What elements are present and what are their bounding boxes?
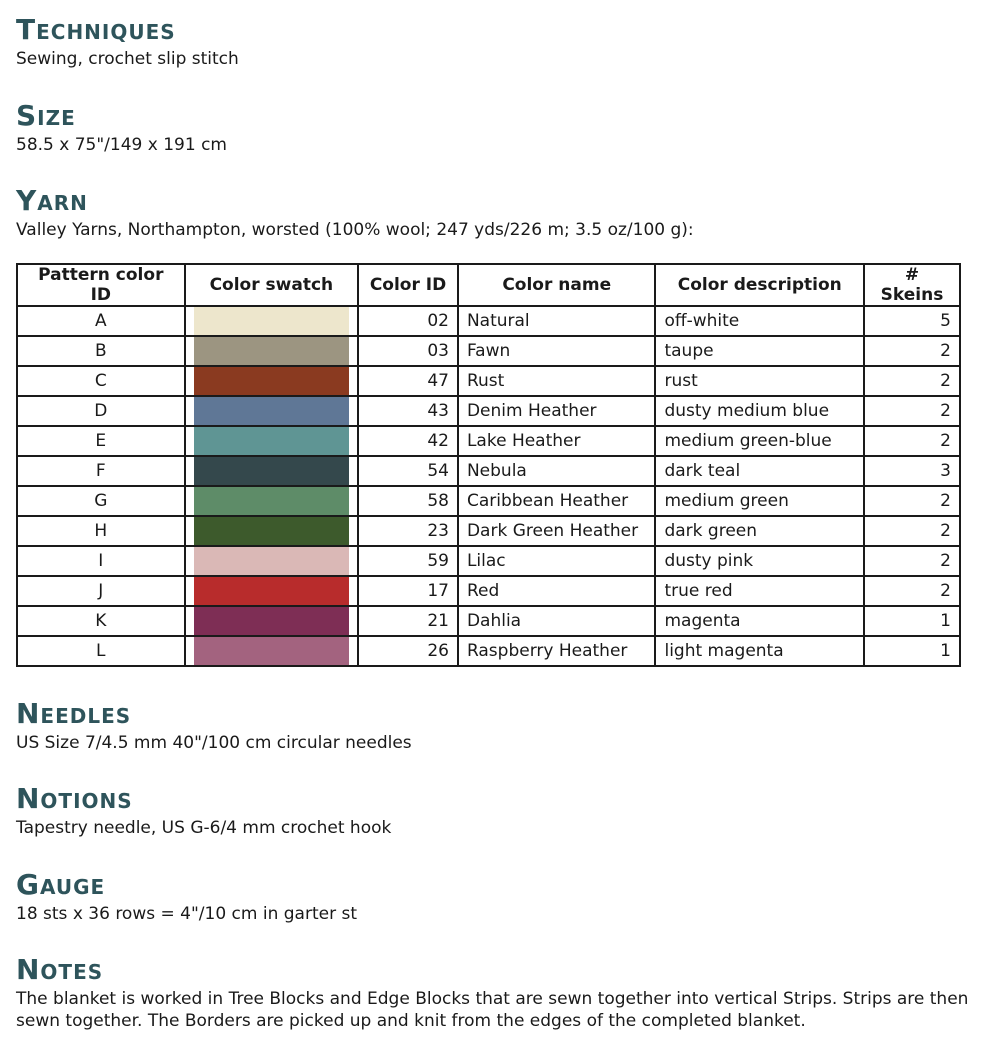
pattern-color-id: D — [17, 396, 185, 426]
pattern-color-id: H — [17, 516, 185, 546]
color-id: 43 — [358, 396, 458, 426]
color-swatch — [194, 607, 350, 635]
color-id: 26 — [358, 636, 458, 666]
color-swatch — [194, 637, 350, 665]
color-name: Raspberry Heather — [458, 636, 656, 666]
color-swatch-cell — [185, 336, 359, 366]
size-section — [16, 98, 227, 156]
color-swatch-cell — [185, 456, 359, 486]
yarn-text: Valley Yarns, Northampton, worsted (100% wool; 247 yds/226 m; 3.5 oz/100 g): — [16, 220, 694, 240]
color-name: Denim Heather — [458, 396, 656, 426]
skein-count: 2 — [864, 546, 960, 576]
notions-heading: Notions — [16, 782, 133, 815]
table-row — [17, 426, 960, 456]
table-row — [17, 396, 960, 426]
notes-section — [16, 952, 981, 1032]
table-row — [17, 306, 960, 336]
color-description: dusty pink — [655, 546, 864, 576]
color-name: Lake Heather — [458, 426, 656, 456]
skein-count: 5 — [864, 306, 960, 336]
color-swatch-cell — [185, 606, 359, 636]
skein-count: 2 — [864, 336, 960, 366]
color-id: 59 — [358, 546, 458, 576]
pattern-color-id: J — [17, 576, 185, 606]
color-swatch-cell — [185, 486, 359, 516]
color-description: rust — [655, 366, 864, 396]
yarn-color-table — [16, 263, 961, 667]
needles-heading: Needles — [16, 697, 132, 730]
table-row — [17, 456, 960, 486]
needles-section — [16, 696, 412, 754]
color-swatch — [194, 337, 350, 365]
color-id: 23 — [358, 516, 458, 546]
skein-count: 2 — [864, 576, 960, 606]
color-description: true red — [655, 576, 864, 606]
color-swatch — [194, 367, 350, 395]
color-id: 02 — [358, 306, 458, 336]
skein-count: 2 — [864, 396, 960, 426]
skein-count: 2 — [864, 516, 960, 546]
color-swatch — [194, 397, 350, 425]
color-name: Natural — [458, 306, 656, 336]
skein-count: 3 — [864, 456, 960, 486]
color-swatch — [194, 427, 350, 455]
color-swatch — [194, 487, 350, 515]
skein-count: 2 — [864, 486, 960, 516]
pattern-color-id: G — [17, 486, 185, 516]
color-swatch — [194, 547, 350, 575]
table-row — [17, 336, 960, 366]
color-swatch-cell — [185, 366, 359, 396]
pattern-color-id: K — [17, 606, 185, 636]
needles-text: US Size 7/4.5 mm 40"/100 cm circular needles — [16, 733, 412, 753]
pattern-color-id: B — [17, 336, 185, 366]
gauge-text: 18 sts x 36 rows = 4"/10 cm in garter st — [16, 904, 357, 924]
size-text: 58.5 x 75"/149 x 191 cm — [16, 135, 227, 155]
color-swatch — [194, 307, 350, 335]
table-row — [17, 576, 960, 606]
color-name: Caribbean Heather — [458, 486, 656, 516]
table-row — [17, 366, 960, 396]
color-name: Fawn — [458, 336, 656, 366]
header-color-swatch: Color swatch — [185, 264, 359, 306]
skein-count: 2 — [864, 366, 960, 396]
table-header-row — [17, 264, 960, 306]
color-swatch — [194, 577, 350, 605]
color-description: dark green — [655, 516, 864, 546]
yarn-heading: Yarn — [16, 184, 88, 217]
color-description: off-white — [655, 306, 864, 336]
color-name: Dark Green Heather — [458, 516, 656, 546]
color-name: Dahlia — [458, 606, 656, 636]
gauge-heading: Gauge — [16, 868, 106, 901]
notions-text: Tapestry needle, US G-6/4 mm crochet hook — [16, 818, 392, 838]
color-description: magenta — [655, 606, 864, 636]
yarn-table-body — [17, 306, 960, 666]
pattern-color-id: L — [17, 636, 185, 666]
color-description: medium green — [655, 486, 864, 516]
header-skeins: # Skeins — [864, 264, 960, 306]
table-row — [17, 486, 960, 516]
color-id: 58 — [358, 486, 458, 516]
techniques-section — [16, 12, 239, 70]
table-row — [17, 636, 960, 666]
color-swatch-cell — [185, 636, 359, 666]
color-name: Nebula — [458, 456, 656, 486]
techniques-heading: Techniques — [16, 13, 176, 46]
color-swatch-cell — [185, 576, 359, 606]
header-color-description: Color description — [655, 264, 864, 306]
color-id: 47 — [358, 366, 458, 396]
color-description: dusty medium blue — [655, 396, 864, 426]
header-color-id: Color ID — [358, 264, 458, 306]
yarn-section — [16, 183, 694, 241]
notes-text: The blanket is worked in Tree Blocks and Edge Blocks that are sewn together into vertical Strips. Strips are then sewn together. The Borders are picked up and knit from the edges of the completed blanket. — [16, 989, 969, 1031]
color-description: light magenta — [655, 636, 864, 666]
pattern-color-id: E — [17, 426, 185, 456]
pattern-color-id: I — [17, 546, 185, 576]
size-heading: Size — [16, 99, 76, 132]
techniques-text: Sewing, crochet slip stitch — [16, 49, 239, 69]
header-color-name: Color name — [458, 264, 656, 306]
skein-count: 2 — [864, 426, 960, 456]
color-id: 17 — [358, 576, 458, 606]
color-swatch — [194, 517, 350, 545]
color-swatch-cell — [185, 396, 359, 426]
color-description: medium green-blue — [655, 426, 864, 456]
pattern-color-id: F — [17, 456, 185, 486]
skein-count: 1 — [864, 606, 960, 636]
color-id: 21 — [358, 606, 458, 636]
notes-heading: Notes — [16, 953, 104, 986]
table-row — [17, 606, 960, 636]
color-name: Lilac — [458, 546, 656, 576]
header-pattern-color-id: Pattern color ID — [17, 264, 185, 306]
gauge-section — [16, 867, 357, 925]
color-swatch-cell — [185, 306, 359, 336]
pattern-color-id: C — [17, 366, 185, 396]
color-swatch-cell — [185, 546, 359, 576]
color-swatch-cell — [185, 516, 359, 546]
pattern-color-id: A — [17, 306, 185, 336]
notions-section — [16, 781, 391, 839]
color-id: 03 — [358, 336, 458, 366]
skein-count: 1 — [864, 636, 960, 666]
color-swatch — [194, 457, 350, 485]
color-description: taupe — [655, 336, 864, 366]
color-name: Rust — [458, 366, 656, 396]
color-id: 54 — [358, 456, 458, 486]
color-swatch-cell — [185, 426, 359, 456]
color-id: 42 — [358, 426, 458, 456]
color-description: dark teal — [655, 456, 864, 486]
table-row — [17, 516, 960, 546]
table-row — [17, 546, 960, 576]
color-name: Red — [458, 576, 656, 606]
